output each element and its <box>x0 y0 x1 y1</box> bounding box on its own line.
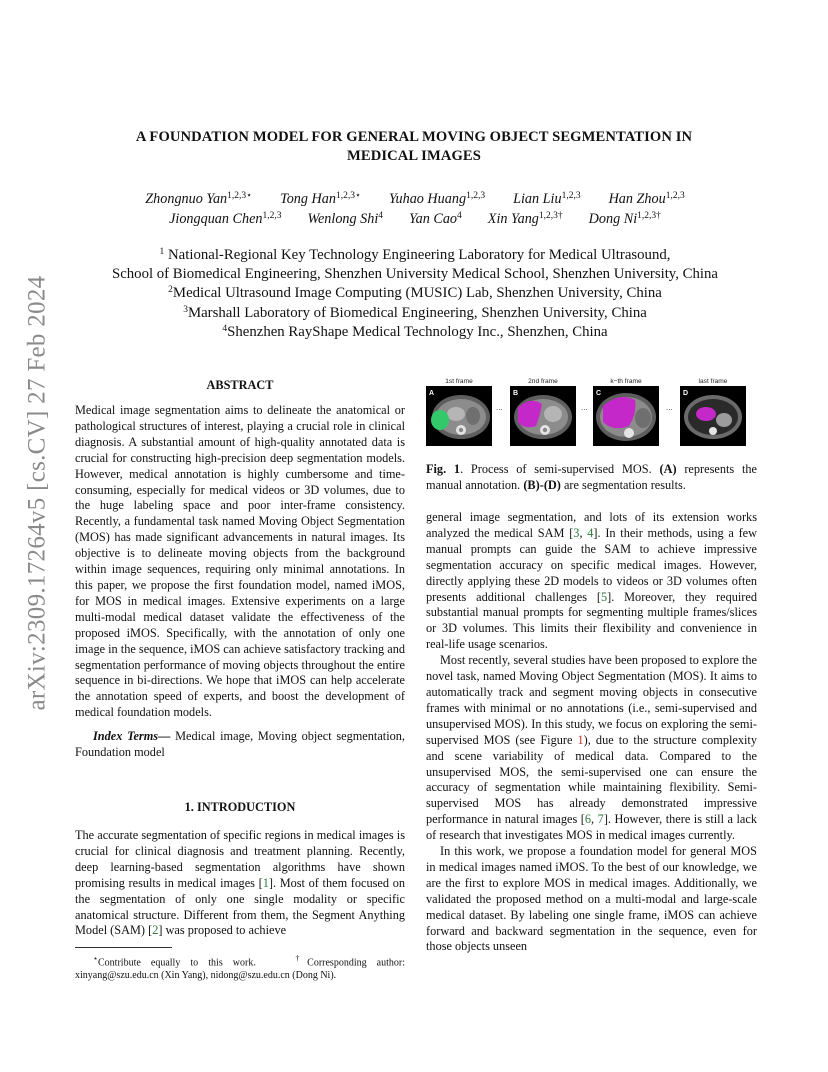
intro-paragraph: The accurate segmentation of specific regions in medical images is crucial for clinical diagnosis and treatment planning. Recently, deep learning-based segmentation algorithms have shown promising results in medical images [1]. Most of them focused on the segmentation of only one single modality or specific anatomical structure. Different from them, the Segment Anything Model (SAM) [2] was proposed to achieve <box>75 828 405 938</box>
author: Jiongquan Chen$^{1,2,3}$ <box>169 211 282 227</box>
citation-link[interactable]: 5 <box>600 589 608 604</box>
figure-caption: Fig. 1. Process of semi-supervised MOS. (A) represents the manual annotation. (B)-(D) are segmentation results. <box>426 462 757 492</box>
citation-link[interactable]: 1 <box>262 875 269 890</box>
abstract-section <box>75 377 405 761</box>
author: Xin Yang$^{1,2,3\dagger}$ <box>487 211 563 227</box>
segmentation-mask <box>431 410 449 430</box>
figure-panel-a <box>426 377 492 448</box>
figure-ref-link[interactable]: 1 <box>577 732 584 747</box>
author: Zhongnuo Yan$^{1,2,3⋆}$ <box>145 191 253 207</box>
ct-slice-image <box>593 386 659 446</box>
citation-link[interactable]: 6 <box>584 812 592 827</box>
affiliation: School of Biomedical Engineering, Shenzhen University Medical School, Shenzhen University, China <box>111 266 718 283</box>
figure-panel-d <box>680 377 746 448</box>
affiliation: $^3$Marshall Laboratory of Biomedical Engineering, Shenzhen University, China <box>183 304 647 321</box>
arxiv-stamp-text: arXiv:2309.17264v5 [cs.CV] 27 Feb 2024 <box>23 275 51 711</box>
footnote: ⋆Contribute equally to this work. †Corresponding author: xinyang@szu.edu.cn (Xin Yang), nidong@szu.edu.cn (Dong Ni). <box>75 954 406 982</box>
abstract-body: Medical image segmentation aims to delineate the anatomical or pathological structures of interest, playing a crucial role in clinical diagnosis. A substantial amount of high-quality annotated data is crucial for constructing high-precision deep segmentation models. However, medical annotation is highly cumbersome and time-consuming, especially for medical videos or 3D volumes, due to the huge labeling space and poor inter-frame consistency. Recently, a fundamental task named Moving Object Segmentation (MOS) has made significant advancements in natural images. Its objective is to delineate moving objects from the background within image sequences, requiring only minimal annotations. In this paper, we propose the first foundation model, named iMOS, for MOS in medical images. Extensive experiments on a large multi-modal medical dataset validate the effectiveness of the proposed iMOS. Specifically, with the annotation of only one image in the sequence, iMOS can achieve satisfactory tracking and segmentation performance of moving objects throughout the entire sequence in bi-directions. We hope that iMOS can help accelerate the annotation speed of experts, and boost the development of medical foundation models. <box>75 403 405 720</box>
index-terms: Index Terms— Medical image, Moving object segmentation, Foundation model <box>75 729 405 760</box>
ellipsis: ... <box>581 403 588 412</box>
panel-letter: B <box>513 390 519 397</box>
affiliation: $^2$Medical Ultrasound Image Computing (MUSIC) Lab, Shenzhen University, China <box>168 285 662 302</box>
figure-1 <box>426 377 757 449</box>
author: Wenlong Shi$^4$ <box>307 211 384 227</box>
panel-letter: C <box>596 390 602 397</box>
author-row-2 <box>70 209 760 229</box>
author-list <box>70 189 760 229</box>
abstract-heading: ABSTRACT <box>206 378 274 392</box>
ct-slice-image <box>680 386 746 446</box>
ct-slice-image <box>510 386 576 446</box>
citation-link[interactable]: 3 <box>573 525 580 540</box>
figure-panel-c <box>593 377 659 448</box>
figure-panel-b <box>510 377 576 448</box>
intro-heading: 1. INTRODUCTION <box>184 800 296 814</box>
affiliations <box>70 246 760 342</box>
citation-link[interactable]: 7 <box>597 812 604 827</box>
title-line-1: A FOUNDATION MODEL FOR GENERAL MOVING OBJECT SEGMENTATION IN <box>135 129 693 145</box>
body-paragraph: Most recently, several studies have been proposed to explore the novel task, named Moving Object Segmentation (MOS). It aims to automatically track and segment moving objects in consecutive frames with minimal or no annotations (i.e., semi-supervised and unsupervised MOS). In this study, we focus on exploring the semi-supervised MOS (see Figure 1), due to the structure complexity and scene variability of medical data. Compared to the unsupervised MOS, the semi-supervised one can ensure the accuracy of segmentation while maintaining flexibility. Semi-supervised MOS has already demonstrated impressive performance in natural images [6, 7]. However, there is still a lack of research that investigates MOS in medical images currently. <box>426 653 757 843</box>
citation-link[interactable]: 4 <box>587 525 594 540</box>
panel-header: last frame <box>698 378 728 385</box>
author: Dong $Ni^{1,2,3\dagger}$ <box>588 211 661 227</box>
right-column-body <box>426 510 757 955</box>
author-row-1 <box>70 189 760 209</box>
segmentation-mask <box>696 407 716 421</box>
panel-header: 1st frame <box>445 378 473 385</box>
body-paragraph: In this work, we propose a foundation model for general MOS in medical images named iMOS. To the best of our knowledge, we are the first to explore MOS in medical images. Additionally, we validated the proposed method on a multi-modal and large-scale medical dataset. By labeling one single frame, iMOS can achieve forward and backward segmentation in the sequence, even for those objects unseen <box>426 844 757 954</box>
panel-header: k−th frame <box>610 378 642 385</box>
affiliation: $^1$ National-Regional Key Technology Engineering Laboratory for Medical Ultrasound, <box>159 247 671 263</box>
author: Yan Cao$^4$ <box>409 211 462 227</box>
author: Tong Han$^{1,2,3⋆}$ <box>280 191 361 207</box>
author: Han Zhou$^{1,2,3}$ <box>608 191 685 207</box>
author: Yuhao Huang$^{1,2,3}$ <box>388 191 486 207</box>
citation-link[interactable]: 2 <box>152 923 159 938</box>
panel-letter: D <box>683 390 689 397</box>
panel-letter: A <box>429 390 435 397</box>
panel-header: 2nd frame <box>528 378 558 385</box>
paper-title <box>92 128 736 166</box>
ct-slice-image <box>426 386 492 446</box>
footnote-rule <box>75 947 172 948</box>
title-line-2: MEDICAL IMAGES <box>347 148 481 164</box>
ellipsis: ... <box>496 403 503 412</box>
introduction-section <box>75 799 405 939</box>
body-paragraph: general image segmentation, and lots of its extension works analyzed the medical SAM [3, 4]. In their methods, using a few manual prompts can guide the SAM to achieve impressive segmentation accuracy on specific medical images. However, directly applying these 2D models to videos or 3D volumes often presents additional challenges [5]. Moreover, they required substantial manual prompts for segmenting multiple frames/slices or 3D volumes. This limits their flexibility and convenience in real-life usage scenarios. <box>426 510 758 652</box>
arxiv-stamp <box>20 275 54 711</box>
affiliation: $^4$Shenzhen RayShape Medical Technology Inc., Shenzhen, China <box>222 323 608 340</box>
author: Lian Liu$^{1,2,3}$ <box>513 191 581 207</box>
ellipsis: ... <box>666 403 673 412</box>
